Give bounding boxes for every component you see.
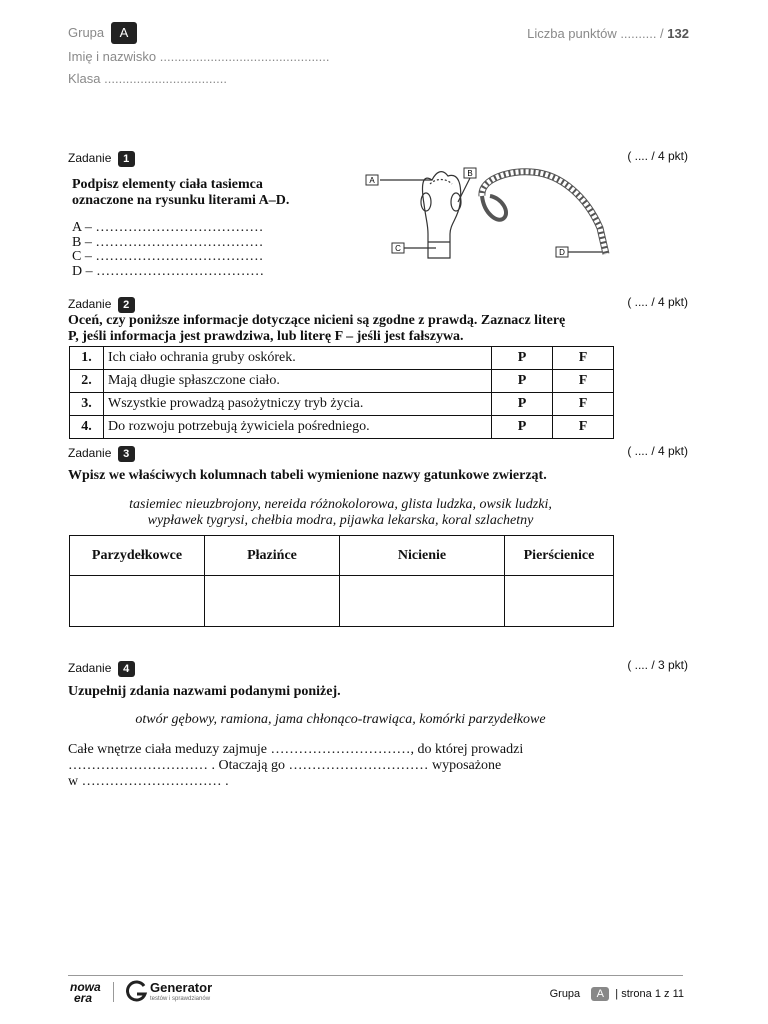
task1-label: Zadanie [68, 151, 112, 165]
task1-answer-c: C – ……………………………… [72, 249, 264, 264]
task4-heading [68, 661, 135, 677]
figure-label-b: B [467, 169, 473, 178]
answer-cell-nicienie[interactable] [340, 576, 505, 627]
generator-title: Generator [150, 980, 213, 995]
rostellum [430, 180, 452, 185]
logo-era: era [74, 991, 93, 1005]
task2-instruction-line2: P, jeśli informacja jest prawdziwa, lub literę F – jeśli jest fałszywa. [68, 329, 464, 344]
false-option[interactable]: F [553, 370, 614, 393]
task3-heading [68, 446, 135, 462]
column-header-pierscienice: Pierścienice [505, 536, 614, 576]
task2-instruction-line1: Oceń, czy poniższe informacje dotyczące nicieni są zgodne z prawdą. Zaznacz literę [68, 313, 566, 328]
strobila-outer [482, 172, 606, 254]
true-option[interactable]: P [492, 370, 553, 393]
row-number: 2. [70, 370, 104, 393]
nowa-era-logo [70, 982, 101, 1004]
task1-instruction-line1: Podpisz elementy ciała tasiemca [72, 177, 263, 192]
row-statement: Mają długie spłaszczone ciało. [104, 370, 492, 393]
task4-points: ( .... / 3 pkt) [627, 658, 688, 672]
row-statement: Do rozwoju potrzebują żywiciela pośredniego. [104, 416, 492, 439]
points-label: Liczba punktów .......... / [527, 26, 664, 41]
column-header-nicienie: Nicienie [340, 536, 505, 576]
answer-cell-parzydelkowce[interactable] [70, 576, 205, 627]
sucker-right [451, 193, 461, 211]
task1-points: ( .... / 4 pkt) [627, 149, 688, 163]
row-statement: Wszystkie prowadzą pasożytniczy tryb życia. [104, 393, 492, 416]
table-row [70, 393, 614, 416]
footer-group-badge: A [591, 987, 609, 1001]
task4-sentence-line2: ………………………… . Otaczają go ………………………… wyposażone [68, 758, 502, 773]
figure-label-c: C [395, 244, 401, 253]
row-number: 4. [70, 416, 104, 439]
task3-instruction: Wpisz we właściwych kolumnach tabeli wymienione nazwy gatunkowe zwierząt. [68, 468, 547, 483]
task2-table [69, 346, 614, 439]
task1-heading [68, 151, 135, 167]
table-row [70, 370, 614, 393]
task4-sentence-line1: Całe wnętrze ciała meduzy zajmuje …………………………, do której prowadzi [68, 742, 524, 757]
group-badge: A [111, 22, 137, 44]
answer-cell-plazince[interactable] [205, 576, 340, 627]
footer-divider [68, 975, 683, 976]
row-number: 1. [70, 347, 104, 370]
true-option[interactable]: P [492, 416, 553, 439]
column-header-parzydelkowce: Parzydełkowce [70, 536, 205, 576]
task2-instruction [68, 313, 628, 345]
task1-answers [72, 221, 264, 279]
task1-instruction-line2: oznaczone na rysunku literami A–D. [72, 193, 290, 208]
task1-answer-b: B – ……………………………… [72, 234, 264, 250]
footer-page-info [550, 987, 684, 1001]
task4-sentence [68, 742, 613, 790]
generator-logo-icon [124, 979, 148, 1003]
true-option[interactable]: P [492, 393, 553, 416]
row-statement: Ich ciało ochrania gruby oskórek. [104, 347, 492, 370]
task2-number: 2 [118, 297, 135, 313]
task3-label: Zadanie [68, 446, 112, 460]
footer-group-label: Grupa [549, 988, 581, 1000]
false-option[interactable]: F [553, 393, 614, 416]
points-max: 132 [667, 26, 689, 41]
footer-page-number: | strona 1 z 11 [615, 988, 684, 1000]
task2-label: Zadanie [68, 297, 112, 311]
column-header-plazince: Płazińce [205, 536, 340, 576]
task4-label: Zadanie [68, 661, 112, 675]
group-label: Grupa [68, 25, 105, 40]
task4-number: 4 [118, 661, 135, 677]
task3-table [69, 535, 614, 627]
task1-answer-d: D – ……………………………… [72, 263, 265, 279]
generator-logo-text [150, 981, 212, 1003]
figure-label-a: A [369, 176, 375, 185]
strobila-inner [482, 172, 606, 254]
table-header-row [70, 536, 614, 576]
table-answer-row [70, 576, 614, 627]
points-total [527, 26, 689, 41]
logo-divider [113, 982, 114, 1002]
task1-number: 1 [118, 151, 135, 167]
logo-nowa: nowa [70, 980, 101, 994]
task3-species [68, 497, 613, 529]
task3-species-line2: wypławek tygrysi, chełbia modra, pijawka lekarska, koral szlachetny [147, 513, 534, 528]
false-option[interactable]: F [553, 347, 614, 370]
row-number: 3. [70, 393, 104, 416]
sucker-left [421, 193, 431, 211]
strobila-loop [482, 196, 506, 220]
task2-heading [68, 297, 135, 313]
class-field-label: Klasa .................................. [68, 71, 227, 86]
task3-species-line1: tasiemiec nieuzbrojony, nereida różnokolorowa, glista ludzka, owsik ludzki, [129, 497, 552, 512]
task3-number: 3 [118, 446, 135, 462]
task4-words: otwór gębowy, ramiona, jama chłonąco-trawiąca, komórki parzydełkowe [135, 712, 546, 727]
generator-subtitle: testów i sprawdzianów [150, 996, 211, 1002]
table-row [70, 347, 614, 370]
name-field-label: Imię i nazwisko ............................................... [68, 49, 330, 64]
true-option[interactable]: P [492, 347, 553, 370]
pointer-b [458, 178, 470, 202]
table-row [70, 416, 614, 439]
false-option[interactable]: F [553, 416, 614, 439]
task4-instruction: Uzupełnij zdania nazwami podanymi poniżej. [68, 684, 341, 699]
scolex-outline [422, 172, 460, 258]
figure-label-d: D [559, 248, 565, 257]
task2-points: ( .... / 4 pkt) [627, 295, 688, 309]
tapeworm-figure [362, 162, 622, 264]
task1-instruction [72, 177, 289, 209]
task1-answer-a: A – ……………………………… [72, 220, 264, 235]
task4-sentence-line3: w ………………………… . [68, 774, 229, 789]
answer-cell-pierscienice[interactable] [505, 576, 614, 627]
task3-points: ( .... / 4 pkt) [627, 444, 688, 458]
